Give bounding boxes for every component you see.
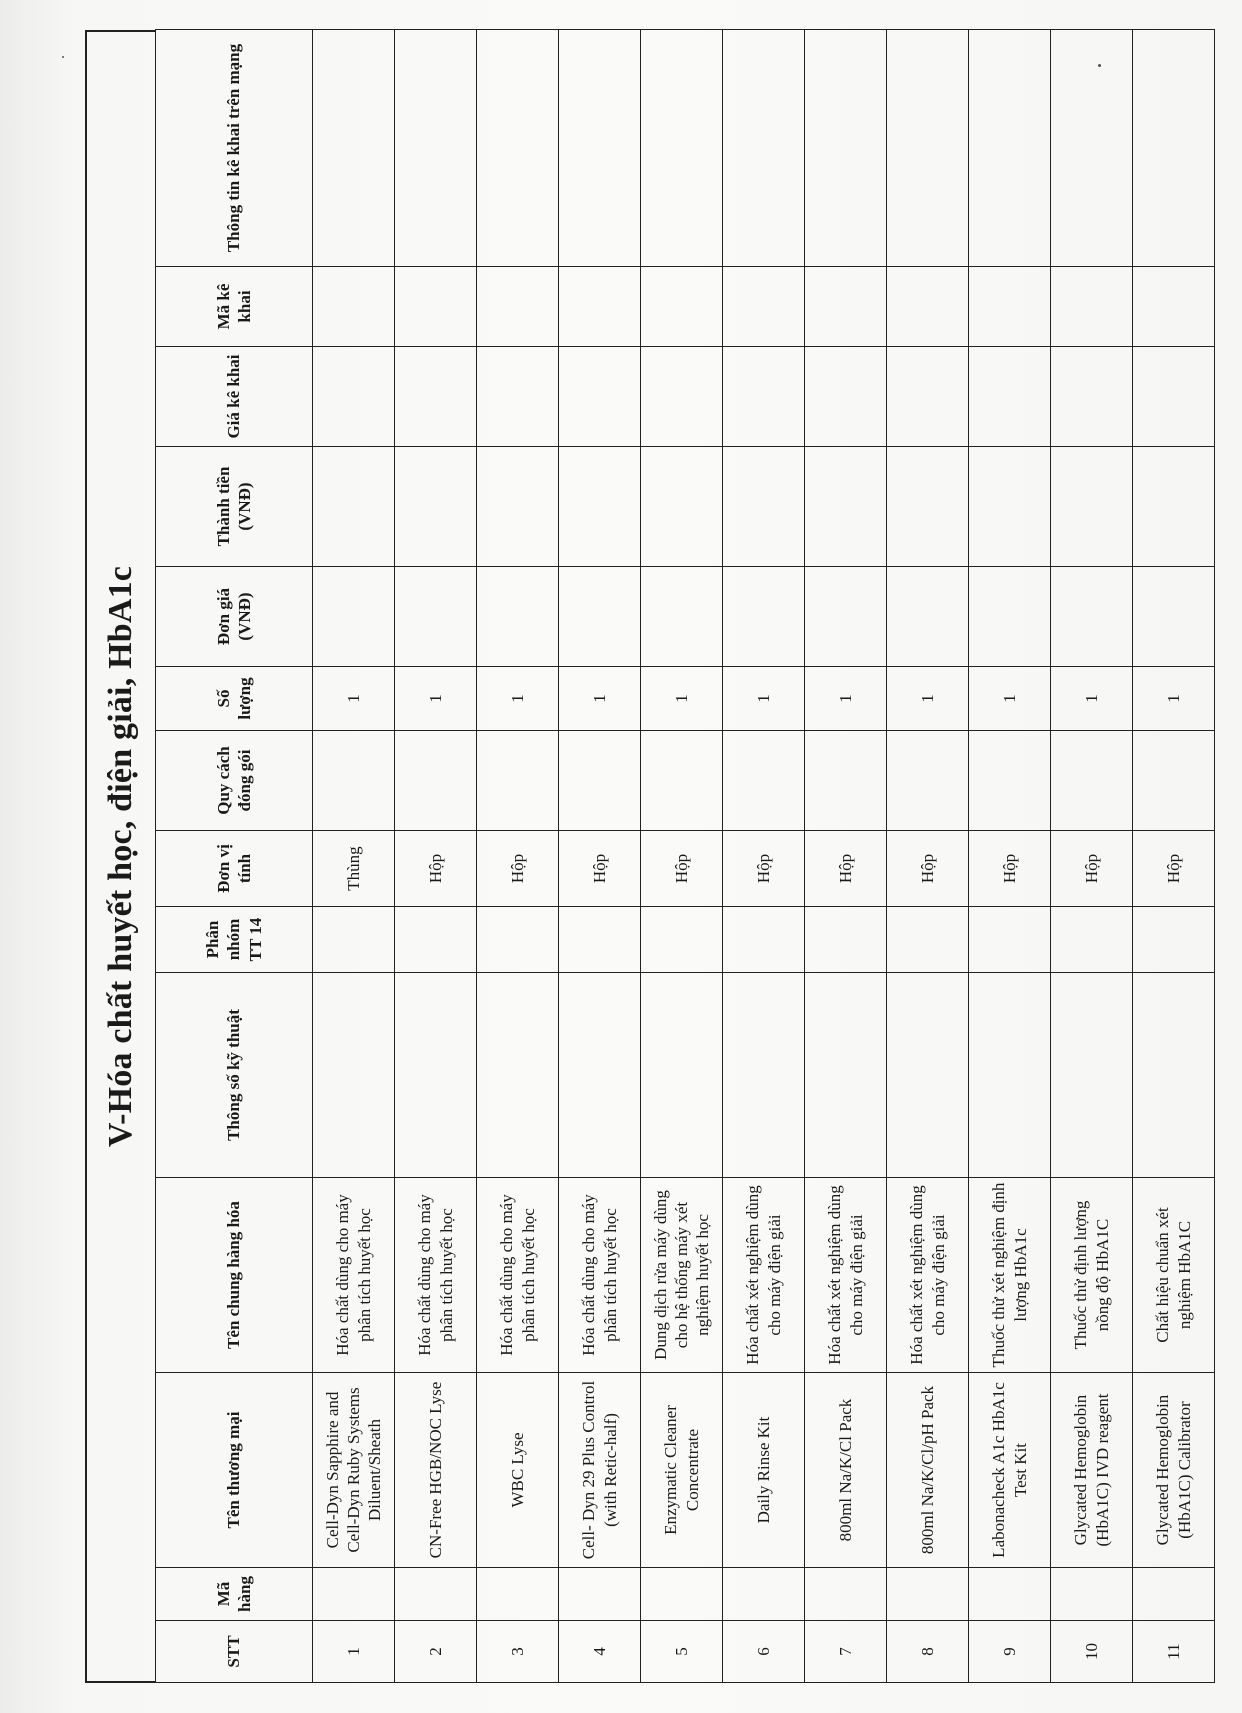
cell-thong-so (723, 973, 805, 1178)
cell-so-luong: 1 (969, 667, 1051, 731)
cell-don-vi: Hộp (969, 831, 1051, 907)
cell-ten-chung: Hóa chất dùng cho máy phân tích huyết học (559, 1178, 641, 1373)
cell-don-vi: Hộp (1133, 831, 1215, 907)
cell-thong-tin (477, 30, 559, 267)
cell-so-luong: 1 (477, 667, 559, 731)
cell-thanh-tien (477, 447, 559, 567)
cell-phan-nhom (477, 907, 559, 973)
cell-thong-so (395, 973, 477, 1178)
cell-ma-ke-khai (313, 267, 395, 347)
cell-don-gia (805, 567, 887, 667)
cell-stt: 3 (477, 1621, 559, 1683)
cell-don-gia (559, 567, 641, 667)
cell-ten-thuong-mai: Cell-Dyn Sapphire and Cell-Dyn Ruby Systems Diluent/Sheath (313, 1373, 395, 1568)
cell-thong-tin (805, 30, 887, 267)
cell-thanh-tien (723, 447, 805, 567)
cell-ma-hang (641, 1568, 723, 1621)
cell-thong-tin (887, 30, 969, 267)
cell-don-vi: Hộp (1051, 831, 1133, 907)
table-row (805, 30, 887, 1683)
cell-ma-hang (313, 1568, 395, 1621)
cell-thong-tin (559, 30, 641, 267)
cell-thanh-tien (559, 447, 641, 567)
cell-gia-ke-khai (969, 347, 1051, 447)
cell-ma-hang (477, 1568, 559, 1621)
cell-thong-tin (313, 30, 395, 267)
cell-quy-cach (559, 731, 641, 831)
cell-ten-thuong-mai: Labonacheck A1c HbA1c Test Kit (969, 1373, 1051, 1568)
cell-thong-so (969, 973, 1051, 1178)
cell-thong-tin (1051, 30, 1133, 267)
header-ten-thuong-mai: Tên thương mại (156, 1373, 313, 1568)
cell-thong-so (805, 973, 887, 1178)
cell-ma-hang (805, 1568, 887, 1621)
cell-phan-nhom (1051, 907, 1133, 973)
cell-ten-chung: Hóa chất dùng cho máy phân tích huyết học (477, 1178, 559, 1373)
cell-ma-ke-khai (477, 267, 559, 347)
cell-ten-thuong-mai: Glycated Hemoglobin (HbA1C) IVD reagent (1051, 1373, 1133, 1568)
cell-ten-thuong-mai: Enzymatic Cleaner Concentrate (641, 1373, 723, 1568)
cell-thong-so (559, 973, 641, 1178)
cell-ma-ke-khai (641, 267, 723, 347)
cell-ma-ke-khai (723, 267, 805, 347)
header-ma-hang: Mã hàng (156, 1568, 313, 1621)
cell-thong-so (1133, 973, 1215, 1178)
cell-ten-thuong-mai: 800ml Na/K/Cl Pack (805, 1373, 887, 1568)
cell-ma-ke-khai (1133, 267, 1215, 347)
cell-don-vi: Hộp (805, 831, 887, 907)
cell-gia-ke-khai (395, 347, 477, 447)
cell-ma-hang (395, 1568, 477, 1621)
cell-quy-cach (1051, 731, 1133, 831)
table-row (559, 30, 641, 1683)
cell-ten-thuong-mai: Daily Rinse Kit (723, 1373, 805, 1568)
cell-ma-ke-khai (805, 267, 887, 347)
cell-thanh-tien (805, 447, 887, 567)
cell-thanh-tien (395, 447, 477, 567)
cell-don-gia (1133, 567, 1215, 667)
scan-speck (62, 56, 64, 58)
cell-phan-nhom (395, 907, 477, 973)
cell-stt: 2 (395, 1621, 477, 1683)
cell-ten-chung: Hóa chất xét nghiệm dùng cho máy điện giải (805, 1178, 887, 1373)
cell-gia-ke-khai (641, 347, 723, 447)
cell-thanh-tien (969, 447, 1051, 567)
cell-stt: 9 (969, 1621, 1051, 1683)
cell-ma-hang (969, 1568, 1051, 1621)
cell-don-gia (313, 567, 395, 667)
header-thong-so: Thông số kỹ thuật (156, 973, 313, 1178)
cell-thanh-tien (641, 447, 723, 567)
cell-so-luong: 1 (723, 667, 805, 731)
table-row (313, 30, 395, 1683)
cell-don-vi: Hộp (559, 831, 641, 907)
cell-thong-so (1051, 973, 1133, 1178)
cell-don-vi: Hộp (395, 831, 477, 907)
cell-thanh-tien (887, 447, 969, 567)
document-sheet (85, 30, 1194, 1683)
cell-gia-ke-khai (313, 347, 395, 447)
header-quy-cach: Quy cách đóng gói (156, 731, 313, 831)
cell-ten-chung: Hóa chất dùng cho máy phân tích huyết học (313, 1178, 395, 1373)
cell-quy-cach (805, 731, 887, 831)
header-thong-tin: Thông tin kê khai trên mạng (156, 30, 313, 267)
cell-phan-nhom (641, 907, 723, 973)
cell-stt: 4 (559, 1621, 641, 1683)
cell-quy-cach (723, 731, 805, 831)
cell-ma-hang (559, 1568, 641, 1621)
cell-phan-nhom (1133, 907, 1215, 973)
header-thanh-tien: Thành tiền (VNĐ) (156, 447, 313, 567)
cell-phan-nhom (805, 907, 887, 973)
cell-ma-hang (887, 1568, 969, 1621)
cell-ten-chung: Dung dịch rửa máy dùng cho hệ thống máy xét nghiệm huyết học (641, 1178, 723, 1373)
cell-ma-hang (723, 1568, 805, 1621)
cell-thong-so (313, 973, 395, 1178)
cell-ten-chung: Thuốc thử định lượng nồng độ HbA1C (1051, 1178, 1133, 1373)
cell-ma-hang (1133, 1568, 1215, 1621)
cell-don-vi: Hộp (723, 831, 805, 907)
cell-ma-ke-khai (969, 267, 1051, 347)
header-phan-nhom: Phân nhóm TT 14 (156, 907, 313, 973)
cell-don-gia (887, 567, 969, 667)
document-title: V-Hóa chất huyết học, điện giải, HbA1c (85, 30, 155, 1683)
cell-phan-nhom (887, 907, 969, 973)
cell-stt: 6 (723, 1621, 805, 1683)
cell-ten-thuong-mai: Cell- Dyn 29 Plus Control (with Retic-half) (559, 1373, 641, 1568)
cell-quy-cach (313, 731, 395, 831)
cell-ma-ke-khai (395, 267, 477, 347)
cell-ma-ke-khai (1051, 267, 1133, 347)
cell-so-luong: 1 (641, 667, 723, 731)
scan-speck (1098, 64, 1101, 67)
header-don-gia: Đơn giá (VNĐ) (156, 567, 313, 667)
cell-ma-ke-khai (887, 267, 969, 347)
cell-phan-nhom (723, 907, 805, 973)
header-so-luong: Số lượng (156, 667, 313, 731)
header-ten-chung: Tên chung hàng hóa (156, 1178, 313, 1373)
cell-don-vi: Hộp (477, 831, 559, 907)
cell-so-luong: 1 (559, 667, 641, 731)
cell-so-luong: 1 (1133, 667, 1215, 731)
cell-don-vi: Hộp (887, 831, 969, 907)
header-stt: STT (156, 1621, 313, 1683)
table-row (641, 30, 723, 1683)
cell-ten-chung: Thuốc thử xét nghiệm định lượng HbA1c (969, 1178, 1051, 1373)
cell-phan-nhom (559, 907, 641, 973)
cell-thong-so (887, 973, 969, 1178)
cell-don-vi: Hộp (641, 831, 723, 907)
cell-quy-cach (641, 731, 723, 831)
cell-thanh-tien (1051, 447, 1133, 567)
cell-thong-so (477, 973, 559, 1178)
cell-quy-cach (887, 731, 969, 831)
cell-stt: 7 (805, 1621, 887, 1683)
cell-so-luong: 1 (1051, 667, 1133, 731)
cell-ten-thuong-mai: 800ml Na/K/Cl/pH Pack (887, 1373, 969, 1568)
cell-ten-chung: Hóa chất dùng cho máy phân tích huyết học (395, 1178, 477, 1373)
table-row (395, 30, 477, 1683)
cell-phan-nhom (969, 907, 1051, 973)
cell-so-luong: 1 (313, 667, 395, 731)
cell-thong-tin (1133, 30, 1215, 267)
cell-gia-ke-khai (887, 347, 969, 447)
cell-thong-tin (969, 30, 1051, 267)
cell-thanh-tien (313, 447, 395, 567)
table-row (887, 30, 969, 1683)
cell-don-gia (969, 567, 1051, 667)
cell-don-gia (1051, 567, 1133, 667)
cell-ma-ke-khai (559, 267, 641, 347)
cell-quy-cach (477, 731, 559, 831)
cell-phan-nhom (313, 907, 395, 973)
header-gia-ke-khai: Giá kê khai (156, 347, 313, 447)
cell-gia-ke-khai (1051, 347, 1133, 447)
cell-thanh-tien (1133, 447, 1215, 567)
cell-so-luong: 1 (395, 667, 477, 731)
cell-ten-chung: Hóa chất xét nghiệm dùng cho máy điện giải (723, 1178, 805, 1373)
table-row (723, 30, 805, 1683)
header-don-vi: Đơn vị tính (156, 831, 313, 907)
cell-ten-chung: Hóa chất xét nghiệm dùng cho máy điện giải (887, 1178, 969, 1373)
cell-don-vi: Thùng (313, 831, 395, 907)
cell-stt: 5 (641, 1621, 723, 1683)
cell-gia-ke-khai (723, 347, 805, 447)
cell-gia-ke-khai (477, 347, 559, 447)
cell-don-gia (641, 567, 723, 667)
table-row (969, 30, 1051, 1683)
cell-thong-tin (641, 30, 723, 267)
cell-ten-thuong-mai: Glycated Hemoglobin (HbA1C) Calibrator (1133, 1373, 1215, 1568)
cell-thong-so (641, 973, 723, 1178)
cell-quy-cach (969, 731, 1051, 831)
header-ma-ke-khai: Mã kê khai (156, 267, 313, 347)
cell-gia-ke-khai (1133, 347, 1215, 447)
cell-ten-chung: Chất hiệu chuẩn xét nghiệm HbA1C (1133, 1178, 1215, 1373)
cell-thong-tin (395, 30, 477, 267)
cell-don-gia (723, 567, 805, 667)
table-header-row (156, 30, 313, 1683)
cell-quy-cach (1133, 731, 1215, 831)
cell-stt: 8 (887, 1621, 969, 1683)
cell-stt: 11 (1133, 1621, 1215, 1683)
cell-don-gia (477, 567, 559, 667)
cell-quy-cach (395, 731, 477, 831)
table-row (477, 30, 559, 1683)
items-table (155, 29, 1215, 1683)
table-row (1051, 30, 1133, 1683)
cell-ten-thuong-mai: WBC Lyse (477, 1373, 559, 1568)
cell-stt: 10 (1051, 1621, 1133, 1683)
table-row (1133, 30, 1215, 1683)
cell-ma-hang (1051, 1568, 1133, 1621)
cell-stt: 1 (313, 1621, 395, 1683)
cell-so-luong: 1 (887, 667, 969, 731)
cell-ten-thuong-mai: CN-Free HGB/NOC Lyse (395, 1373, 477, 1568)
cell-don-gia (395, 567, 477, 667)
cell-so-luong: 1 (805, 667, 887, 731)
cell-gia-ke-khai (559, 347, 641, 447)
cell-gia-ke-khai (805, 347, 887, 447)
cell-thong-tin (723, 30, 805, 267)
